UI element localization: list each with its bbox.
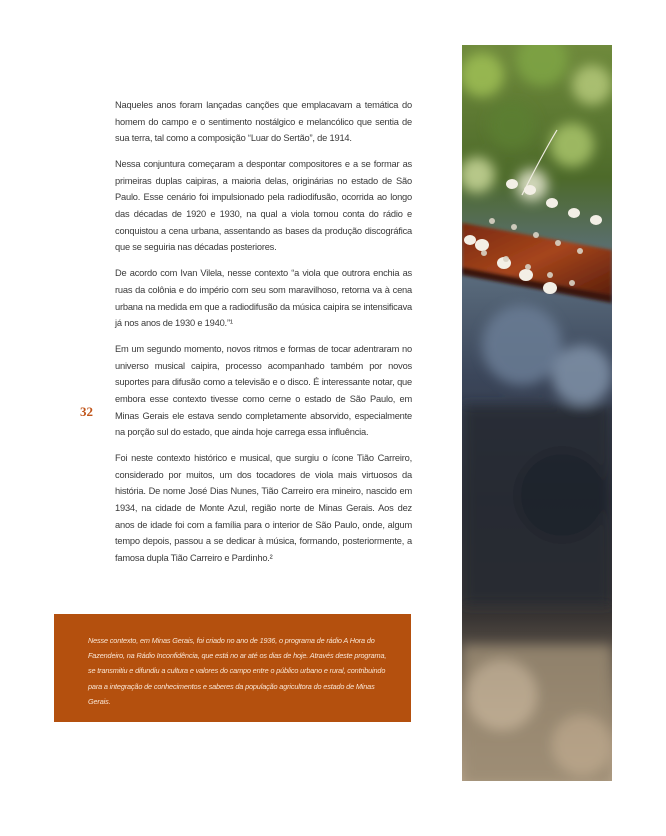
paragraph-1: Naqueles anos foram lançadas canções que emplacavam a temática do homem do campo e o sentimento nostálgico e melancólico que sentia de sua terra, tal como a composição “Luar do Sertão”, de 1914. <box>115 100 412 144</box>
viola-headstock-photo <box>462 45 612 781</box>
body-text-column <box>115 97 412 576</box>
page-number: 32 <box>80 404 93 419</box>
callout-box <box>54 614 411 722</box>
paragraph-2: Nessa conjuntura começaram a despontar compositores e a se formar as primeiras duplas caipiras, a maioria delas, originárias no estado de São Paulo. Esse cenário foi impulsionado pela radiodifusão, ocorrida ao longo das décadas de 1920 e 1930, na qual a viola tomou conta do rádio e conquistou a cena urbana, assentando as bases da produção discográfica que se seguiria nas décadas posteriores. <box>115 159 412 253</box>
callout-text: Nesse contexto, em Minas Gerais, foi criado no ano de 1936, o programa de rádio A Hora do Fazendeiro, na Rádio Inconfidência, que está no ar até os dias de hoje. Através deste programa, se transmitiu e difundiu a cultura e valores do campo entre o público urbano e rural, contribuindo para a integração de conhecimentos e saberes da população agricultora do estado de Minas Gerais. <box>88 636 387 706</box>
paragraph-4: Em um segundo momento, novos ritmos e formas de tocar adentraram no universo musical caipira, processo acompanhado também por novos suportes para difusão como a televisão e o disco. É interessante notar, que embora esse contexto tivesse como cerne o estado de São Paulo, em Minas Gerais ele estava sendo completamente absorvido, especialmente na porção sul do estado, que ainda hoje carrega essa influência. <box>115 344 412 438</box>
paragraph-3: De acordo com Ivan Vilela, nesse contexto “a viola que outrora enchia as ruas da colônia e do império com seu som maravilhoso, retorna va à cena urbana na medida em que a radiodifusão da música caipira se intensificava já nos anos de 1930 e 1940.”¹ <box>115 268 412 329</box>
paragraph-5: Foi neste contexto histórico e musical, que surgiu o ícone Tião Carreiro, considerado por muitos, um dos tocadores de viola mais virtuosos da história. De nome José Dias Nunes, Tião Carreiro era mineiro, nascido em 1934, na cidade de Monte Azul, região norte de Minas Gerais. Aos dez anos de idade foi com a família para o interior de São Paulo, onde, algum tempo depois, passou a se dedicar à música, formando, posteriormente, a famosa dupla Tião Carreiro e Pardinho.² <box>115 453 412 563</box>
